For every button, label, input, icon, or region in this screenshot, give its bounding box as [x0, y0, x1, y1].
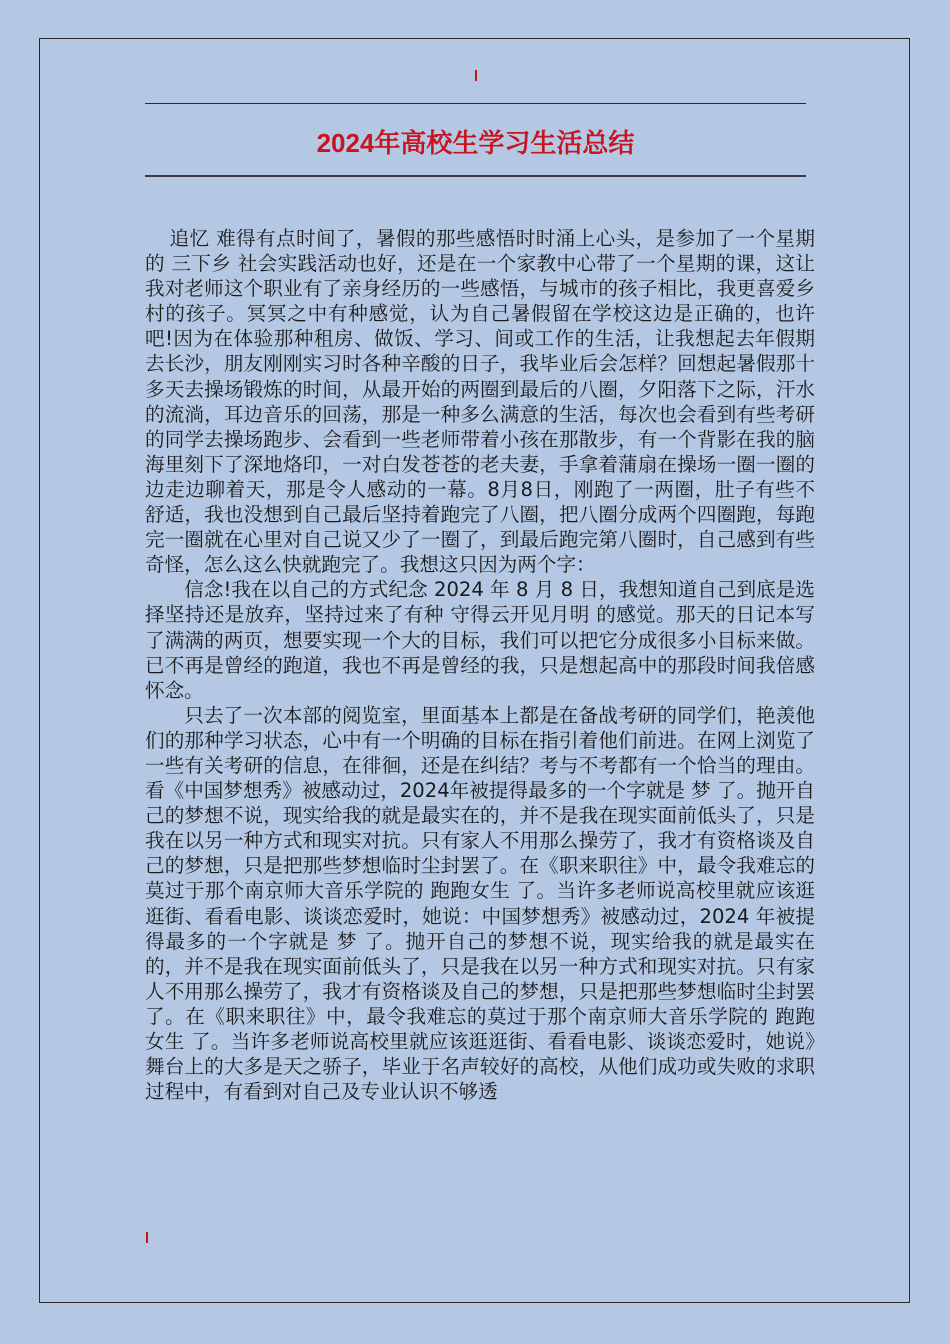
document-body [145, 226, 815, 1104]
document-page [39, 38, 910, 1303]
paragraph-2: 信念!我在以自己的方式纪念 2024 年 8 月 8 日，我想知道自己到底是选择坚持还是放弃，坚持过来了有种 守得云开见月明 的感觉。那天的日记本写了满满的两页，想要实现一个大的目标，我们可以把它分成很多小目标来做。已不再是曾经的跑道，我也不再是曾经的我，只是想起高中的那段时间我倍感怀念。 [145, 578, 815, 702]
title-underline [145, 175, 806, 177]
footer-mark [146, 1232, 148, 1243]
header-rule [145, 103, 806, 104]
document-title: 2024年高校生学习生活总结 [316, 128, 635, 158]
header-mark [475, 70, 477, 81]
paragraph-3: 只去了一次本部的阅览室，里面基本上都是在备战考研的同学们，艳羡他们的那种学习状态，心中有一个明确的目标在指引着他们前进。在网上浏览了一些有关考研的信息，在徘徊，还是在纠结？考与不考都有一个恰当的理由。看《中国梦想秀》被感动过，2024年被提得最多的一个字就是 梦 了。抛开自己的梦想不说，现实给我的就是最实在的，并不是我在现实面前低头了，只是我在以另一种方式和现实对抗。只有家人不用那么操劳了，我才有资格谈及自己的梦想，只是把那些梦想临时尘封罢了。在《职来职往》中，最令我难忘的莫过于那个南京师大音乐学院的 跑跑女生 了。当许多老师说高校里就应该逛逛街、看看电影、谈谈恋爱时，她说：中国梦想秀》被感动过，2024 年被提得最多的一个字就是 梦 了。抛开自己的梦想不说，现实给我的就是最实在的，并不是我在现实面前低头了，只是我在以另一种方式和现实对抗。只有家人不用那么操劳了，我才有资格谈及自己的梦想，只是把那些梦想临时尘封罢了。在《职来职往》中，最令我难忘的莫过于那个南京师大音乐学院的 跑跑女生 了。当许多老师说高校里就应该逛逛街、看看电影、谈谈恋爱时，她说》舞台上的大多是天之骄子，毕业于名声较好的高校，从他们成功或失败的求职过程中，有看到对自己及专业认识不够透 [145, 703, 815, 1104]
paragraph-1: 追忆 难得有点时间了，暑假的那些感悟时时涌上心头，是参加了一个星期的 三下乡 社会实践活动也好，还是在一个家教中心带了一个星期的课，这让我对老师这个职业有了亲身经历的一些感悟，与城市的孩子相比，我更喜爱乡村的孩子。冥冥之中有种感觉，认为自己暑假留在学校这边是正确的，也许吧!因为在体验那种租房、做饭、学习、间或工作的生活，让我想起去年假期去长沙，朋友刚刚实习时各种辛酸的日子，我毕业后会怎样？回想起暑假那十多天去操场锻炼的时间，从最开始的两圈到最后的八圈，夕阳落下之际，汗水的流淌，耳边音乐的回荡，那是一种多么满意的生活，每次也会看到有些考研的同学去操场跑步、会看到一些老师带着小孩在那散步，有一个背影在我的脑海里刻下了深地烙印，一对白发苍苍的老夫妻，手拿着蒲扇在操场一圈一圈的边走边聊着天，那是令人感动的一幕。8月8日，刚跑了一两圈，肚子有些不舒适，我也没想到自己最后坚持着跑完了八圈，把八圈分成两个四圈跑，每跑完一圈就在心里对自己说又少了一圈了，到最后跑完第八圈时，自己感到有些奇怪，怎么这么快就跑完了。我想这只因为两个字： [145, 227, 815, 577]
